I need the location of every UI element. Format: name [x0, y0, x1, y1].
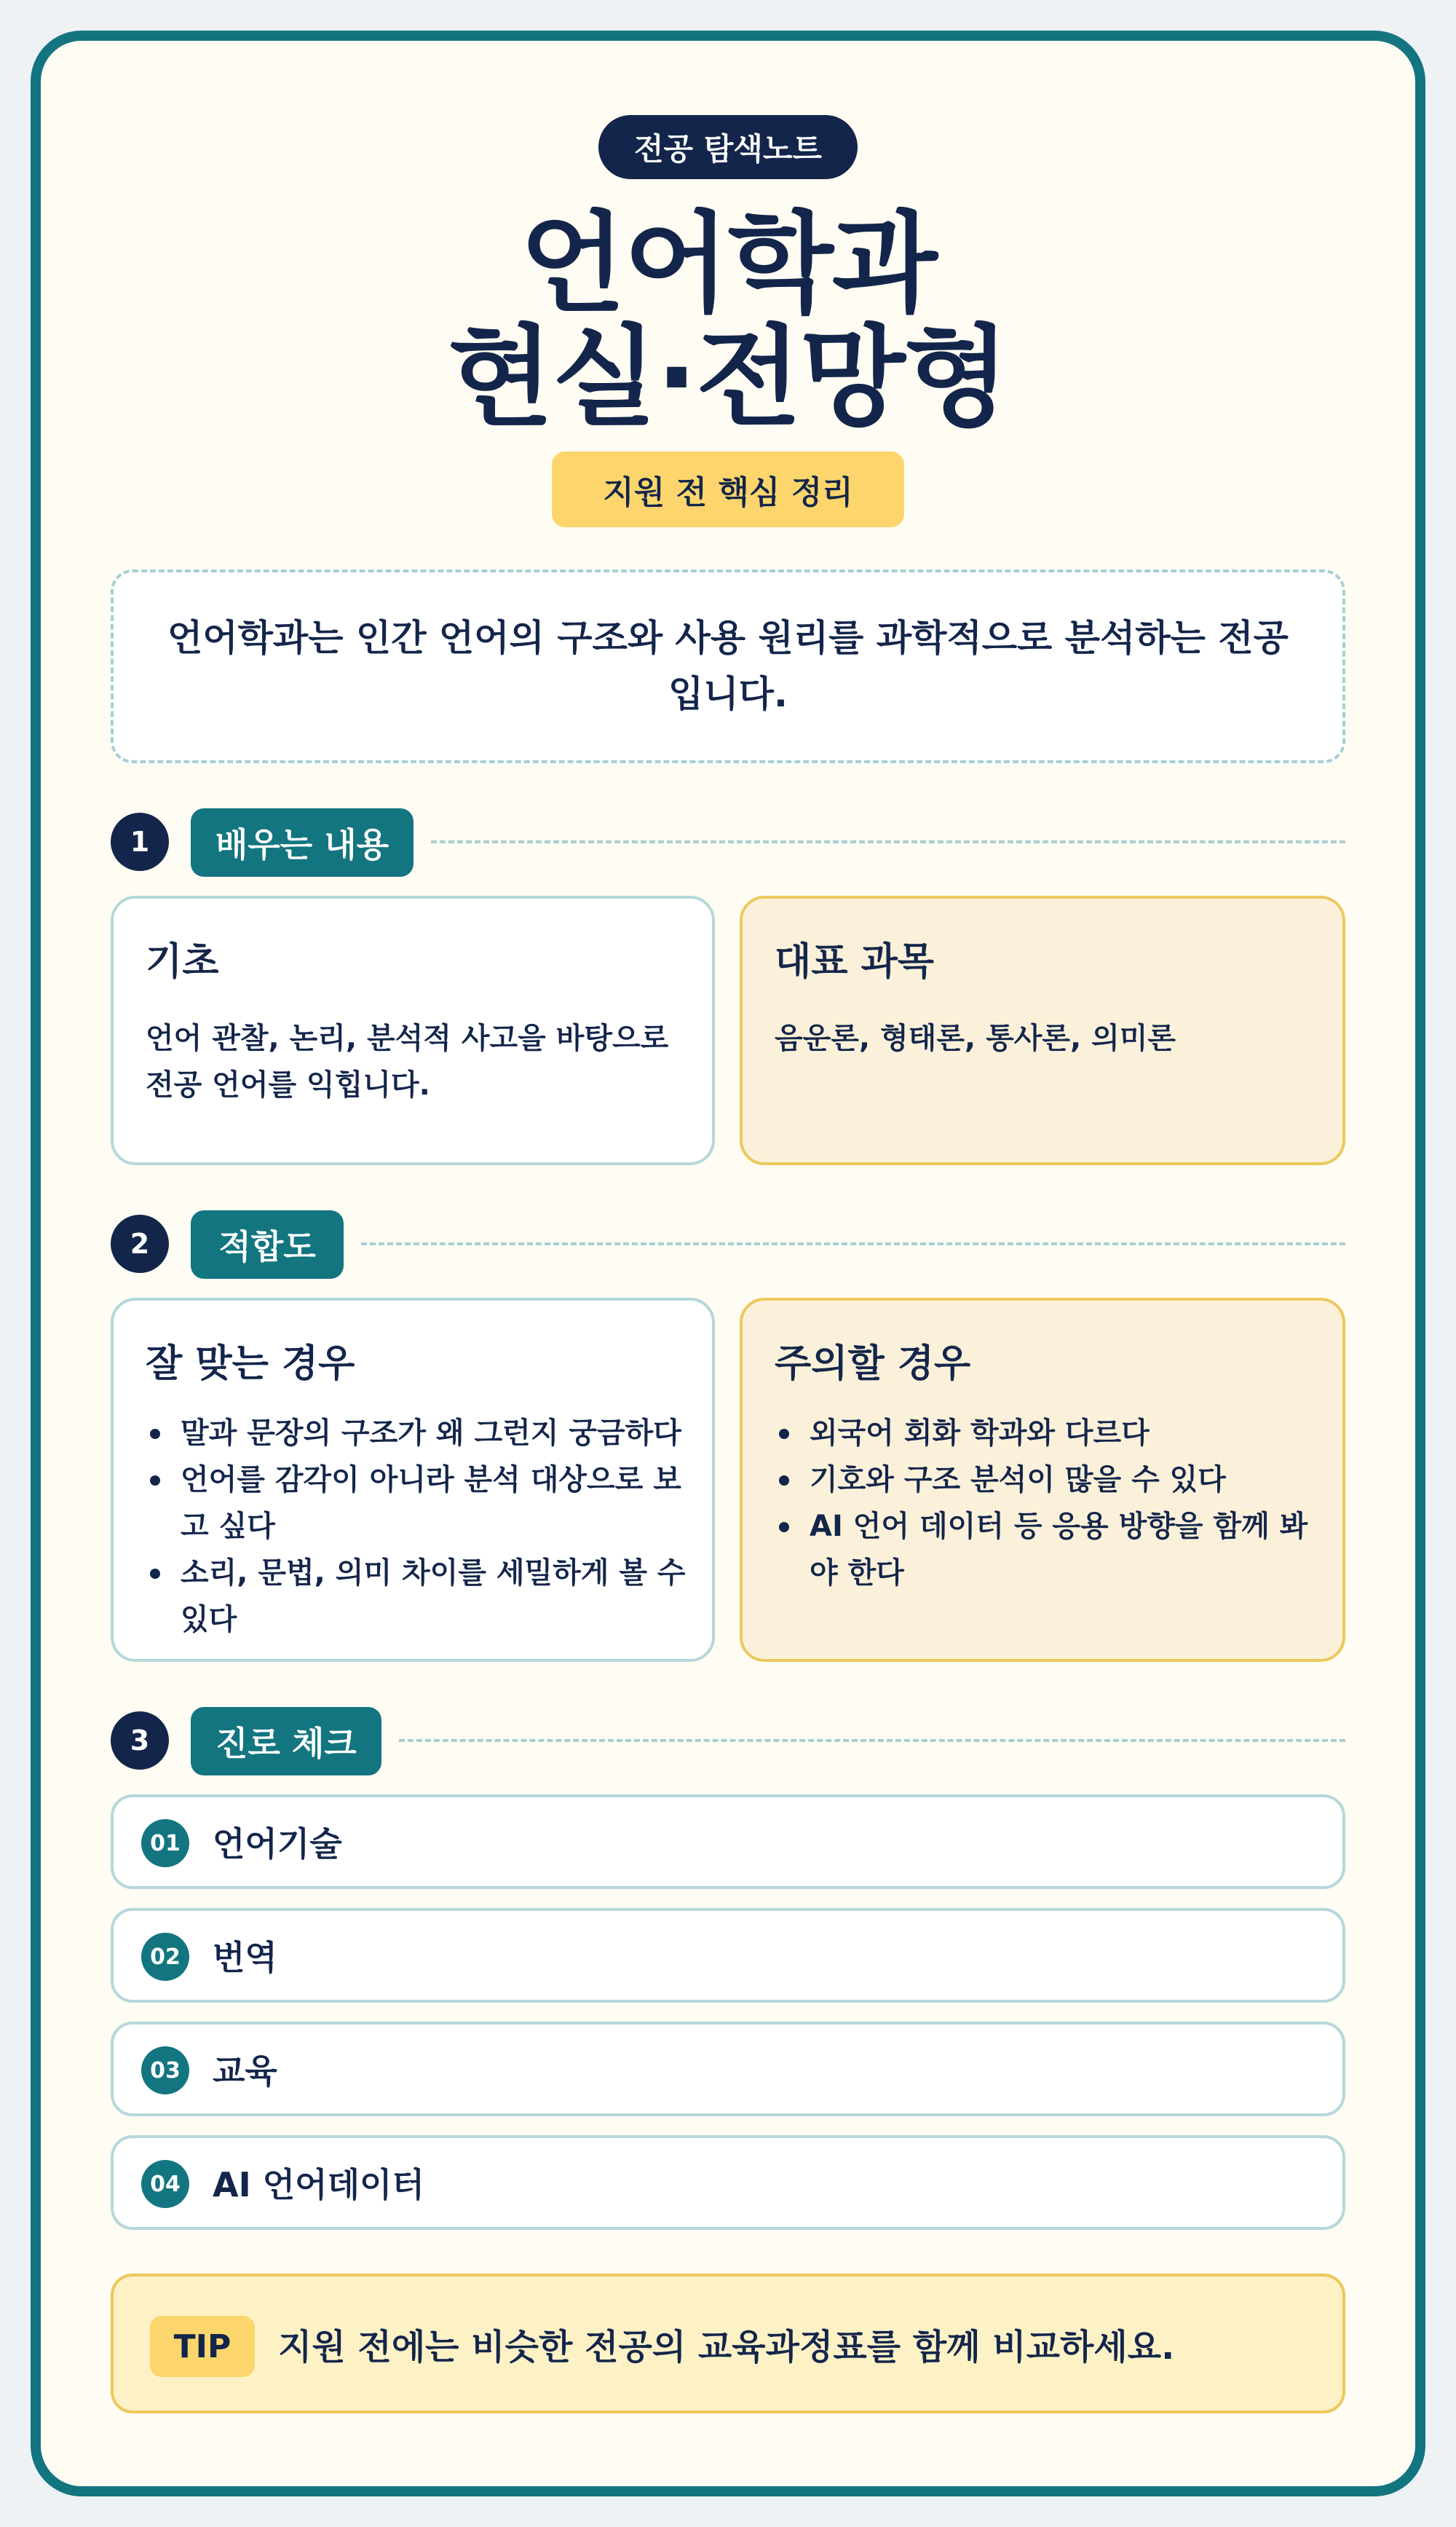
tip-badge: TIP	[150, 2316, 255, 2377]
caution-list	[775, 1410, 1316, 1596]
list-item: 기호와 구조 분석이 많을 수 있다	[775, 1456, 1316, 1503]
career-number: 02	[141, 1933, 189, 1981]
intro-text: 언어학과는 인간 언어의 구조와 사용 원리를 과학적으로 분석하는 전공입니다.	[167, 616, 1289, 715]
section-divider	[431, 840, 1345, 843]
career-item	[111, 1794, 1345, 1889]
career-label: 교육	[213, 2051, 277, 2091]
page-title-line2: 현실·전망형	[448, 315, 1008, 441]
section-label: 적합도	[191, 1210, 344, 1279]
career-label: 언어기술	[213, 1824, 342, 1864]
card-text: 언어 관찰, 논리, 분석적 사고을 바탕으로 전공 언어를 익힙니다.	[146, 1022, 669, 1102]
tip-box	[111, 2274, 1345, 2413]
basics-card	[111, 896, 715, 1165]
good-fit-list	[146, 1410, 686, 1643]
list-item: 소리, 문법, 의미 차이를 세밀하게 볼 수 있다	[146, 1550, 686, 1643]
list-item: AI 언어 데이터 등 응용 방향을 함께 봐야 한다	[775, 1503, 1316, 1596]
card-title: 대표 과목	[775, 940, 935, 984]
career-item	[111, 2022, 1345, 2116]
list-item: 말과 문장의 구조가 왜 그런지 궁금하다	[146, 1410, 686, 1456]
section-divider	[361, 1242, 1345, 1245]
tip-text: 지원 전에는 비슷한 전공의 교육과정표를 함께 비교하세요.	[278, 2326, 1175, 2368]
career-number: 01	[141, 1819, 189, 1867]
list-item: 외국어 회화 학과와 다르다	[775, 1410, 1316, 1456]
list-item: 언어를 감각이 아니라 분석 대상으로 보고 싶다	[146, 1456, 686, 1550]
section-number: 2	[111, 1215, 169, 1273]
card-text: 음운론, 형태론, 통사론, 의미론	[775, 1022, 1176, 1055]
subtitle-badge: 지원 전 핵심 정리	[552, 452, 904, 527]
intro-box	[111, 569, 1345, 763]
section-label: 배우는 내용	[191, 808, 414, 877]
header-badge: 전공 탐색노트	[598, 115, 858, 179]
caution-card	[740, 1298, 1345, 1662]
career-label: 번역	[213, 1938, 277, 1977]
good-fit-card	[111, 1298, 715, 1662]
section-number: 1	[111, 813, 169, 871]
career-number: 04	[141, 2160, 189, 2208]
card-title: 기초	[146, 940, 219, 984]
courses-card	[740, 896, 1345, 1165]
career-item	[111, 1908, 1345, 2003]
section-label: 진로 체크	[191, 1707, 381, 1775]
section-number: 3	[111, 1711, 169, 1770]
page-title-line1: 언어학과	[520, 201, 936, 328]
career-label: AI 언어데이터	[213, 2165, 424, 2204]
career-number: 03	[141, 2046, 189, 2094]
card-title: 주의할 경우	[775, 1342, 971, 1386]
section-divider	[399, 1739, 1345, 1742]
career-item	[111, 2135, 1345, 2230]
card-title: 잘 맞는 경우	[146, 1342, 355, 1386]
